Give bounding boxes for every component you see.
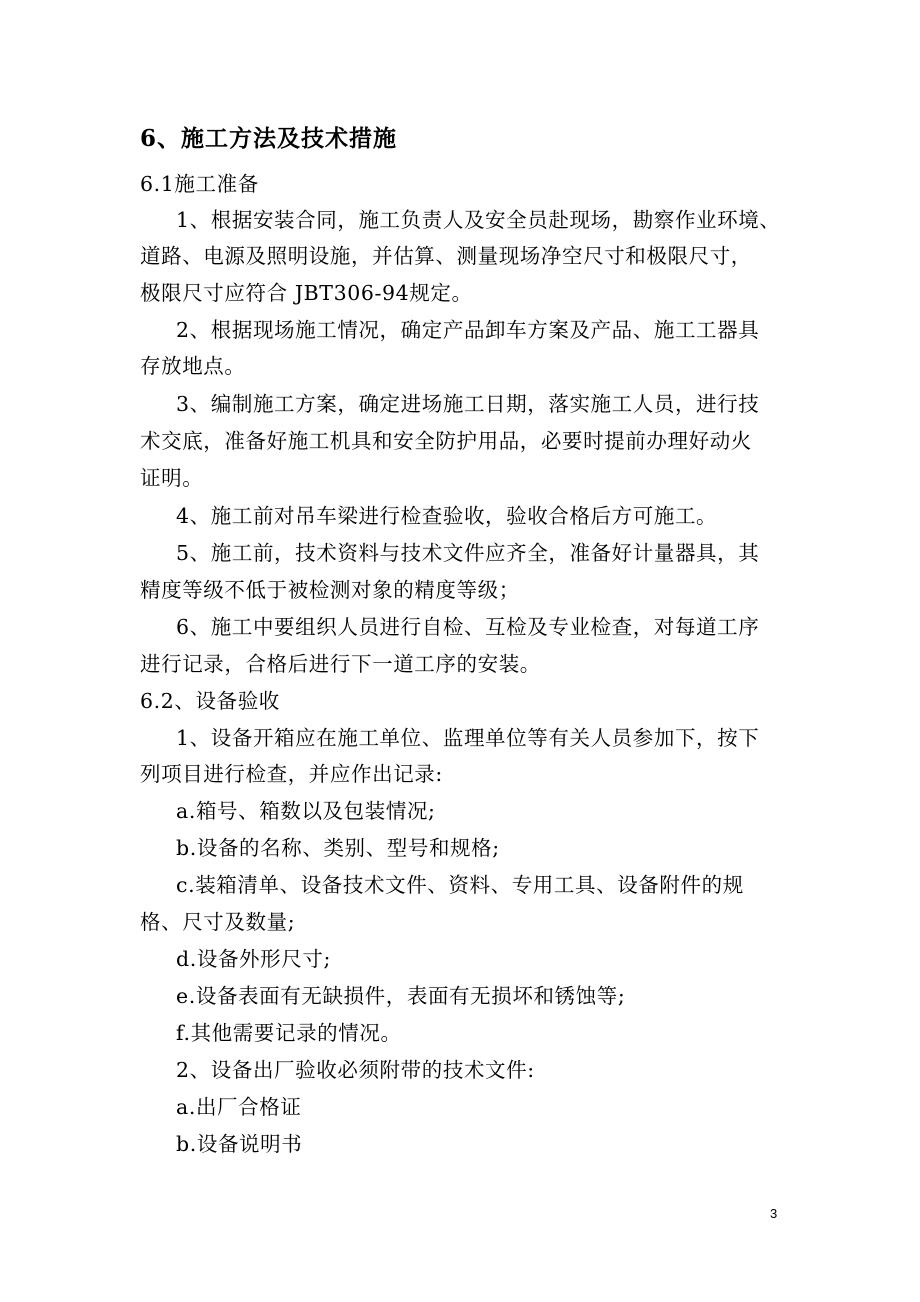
list-item: a.出厂合格证 bbox=[176, 1095, 302, 1119]
paragraph-line: 术交底，准备好施工机具和安全防护用品，必要时提前办理好动火 bbox=[140, 429, 752, 453]
paragraph-line: 存放地点。 bbox=[140, 354, 246, 378]
list-item: c.装箱清单、设备技术文件、资料、专用工具、设备附件的规 bbox=[176, 873, 744, 897]
paragraph-line: 证明。 bbox=[140, 466, 204, 490]
paragraph-line: 4、施工前对吊车梁进行检查验收，验收合格后方可施工。 bbox=[176, 504, 718, 528]
paragraph-line: 5、施工前，技术资料与技术文件应齐全，准备好计量器具，其 bbox=[176, 541, 760, 565]
section-heading: 6、施工方法及技术措施 bbox=[140, 125, 398, 152]
paragraph-line: 列项目进行检查，并应作出记录: bbox=[140, 762, 443, 786]
paragraph-line: 道路、电源及照明设施，并估算、测量现场净空尺寸和极限尺寸， bbox=[140, 244, 752, 268]
paragraph-line: 6、施工中要组织人员进行自检、互检及专业检查，对每道工序 bbox=[176, 615, 760, 639]
subsection-title: 6.2、设备验收 bbox=[140, 689, 280, 713]
paragraph-line: 精度等级不低于被检测对象的精度等级； bbox=[140, 578, 520, 602]
paragraph-line: 2、设备出厂验收必须附带的技术文件: bbox=[176, 1058, 535, 1082]
paragraph-line: 进行记录，合格后进行下一道工序的安装。 bbox=[140, 652, 541, 676]
list-item: b.设备说明书 bbox=[176, 1132, 303, 1156]
paragraph-line: 3、编制施工方案，确定进场施工日期，落实施工人员，进行技 bbox=[176, 392, 760, 416]
paragraph-line: 2、根据现场施工情况，确定产品卸车方案及产品、施工工器具 bbox=[176, 318, 760, 342]
page-number: 3 bbox=[770, 1206, 778, 1221]
paragraph-line: 1、设备开箱应在施工单位、监理单位等有关人员参加下，按下 bbox=[176, 726, 760, 750]
paragraph-line: 极限尺寸应符合 JBT306-94规定。 bbox=[140, 281, 473, 305]
list-item: a.箱号、箱数以及包装情况; bbox=[176, 799, 436, 823]
list-item: f.其他需要记录的情况。 bbox=[176, 1021, 402, 1045]
subsection-title: 6.1施工准备 bbox=[140, 172, 259, 196]
paragraph-line: 1、根据安装合同，施工负责人及安全员赴现场，勘察作业环境、 bbox=[176, 208, 781, 232]
list-item: e.设备表面有无缺损件，表面有无损坏和锈蚀等; bbox=[176, 984, 626, 1008]
list-item: d.设备外形尺寸; bbox=[176, 947, 331, 971]
list-item: 格、尺寸及数量; bbox=[140, 910, 296, 934]
list-item: b.设备的名称、类别、型号和规格; bbox=[176, 836, 500, 860]
